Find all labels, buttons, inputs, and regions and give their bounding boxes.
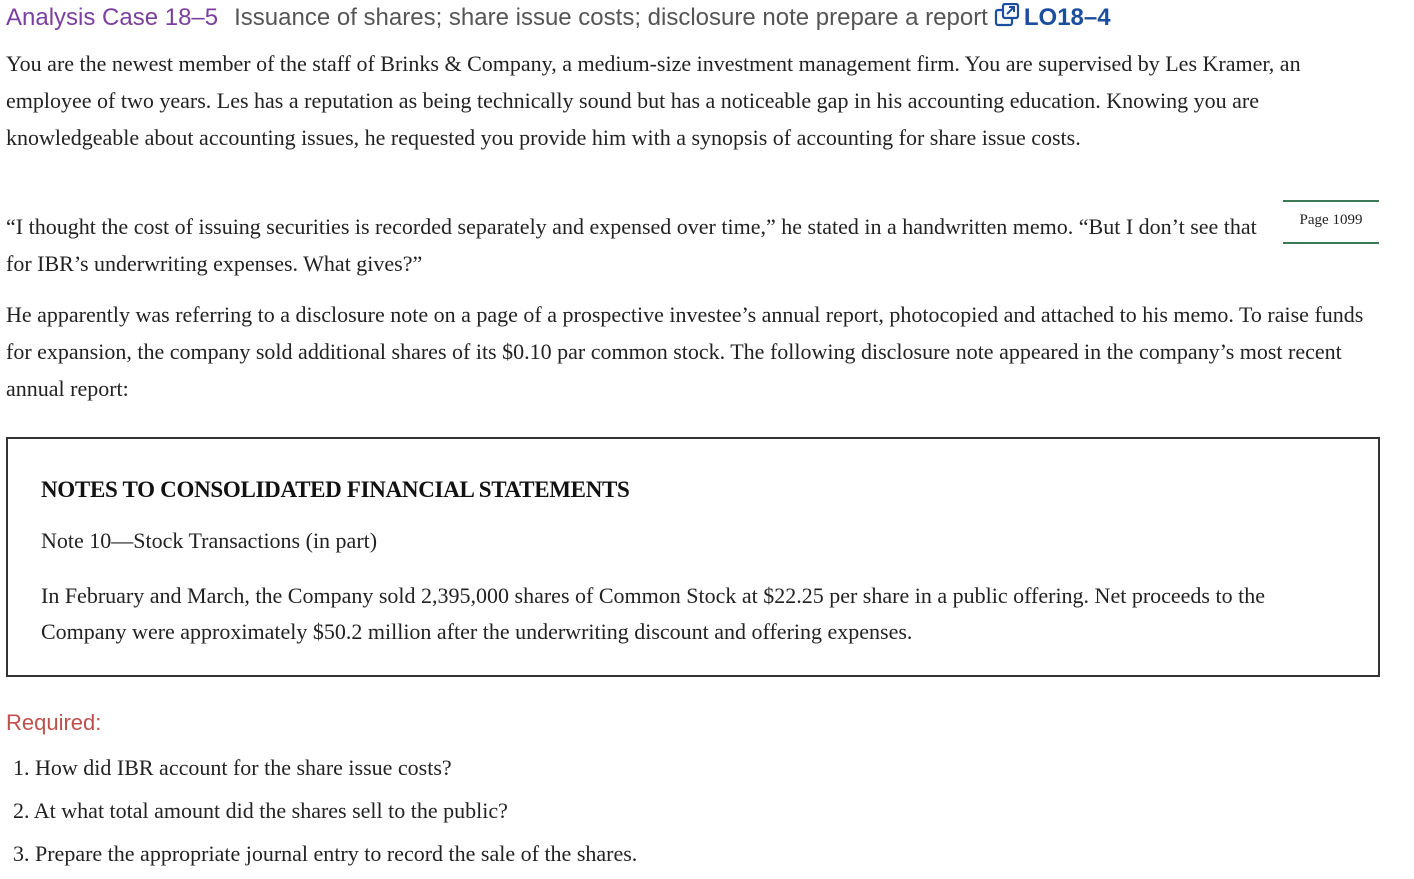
list-item: 1. How did IBR account for the share issue costs? [13, 755, 452, 780]
list-item: 2. At what total amount did the shares sell to the public? [13, 798, 508, 823]
context-paragraph: He apparently was referring to a disclosure note on a page of a prospective investee’s annual report, photocopied and attached to his memo. To raise funds for expansion, the company sold additional shares of its $0.10 par common stock. The following disclosure note appeared in the company’s most recent annual report: [6, 302, 1364, 401]
required-list [13, 750, 637, 879]
required-label: Required: [6, 710, 102, 735]
intro-paragraph: You are the newest member of the staff of Brinks & Company, a medium-size investment management firm. You are supervised by Les Kramer, an employee of two years. Les has a reputation as being technically sound but has a noticeable gap in his accounting education. Knowing you are knowledgeable about accounting issues, he requested you provide him with a synopsis of accounting for share issue costs. [6, 51, 1301, 150]
page-marker: Page 1099 [1283, 200, 1379, 244]
list-item: 3. Prepare the appropriate journal entry to record the sale of the shares. [13, 841, 638, 866]
note-body: In February and March, the Company sold 2,395,000 shares of Common Stock at $22.25 per share in a public offering. Net proceeds to the Company were approximately $50.2 million after the underwriting discount and offering expenses. [41, 583, 1265, 644]
disclosure-note-box [6, 437, 1380, 677]
external-link-icon[interactable] [994, 3, 1020, 27]
learning-objective-label: LO18–4 [1023, 4, 1111, 31]
case-title: Issuance of shares; share issue costs; disclosure note prepare a report [234, 4, 988, 31]
case-heading [6, 2, 1111, 34]
case-label: Analysis Case 18–5 [6, 4, 219, 31]
note-heading: NOTES TO CONSOLIDATED FINANCIAL STATEMENTS [41, 477, 630, 502]
note-subheading: Note 10—Stock Transactions (in part) [41, 528, 378, 553]
memo-paragraph: “I thought the cost of issuing securities is recorded separately and expensed over time,” he stated in a handwritten memo. “But I don’t see that for IBR’s underwriting expenses. What gives?” [6, 214, 1257, 276]
